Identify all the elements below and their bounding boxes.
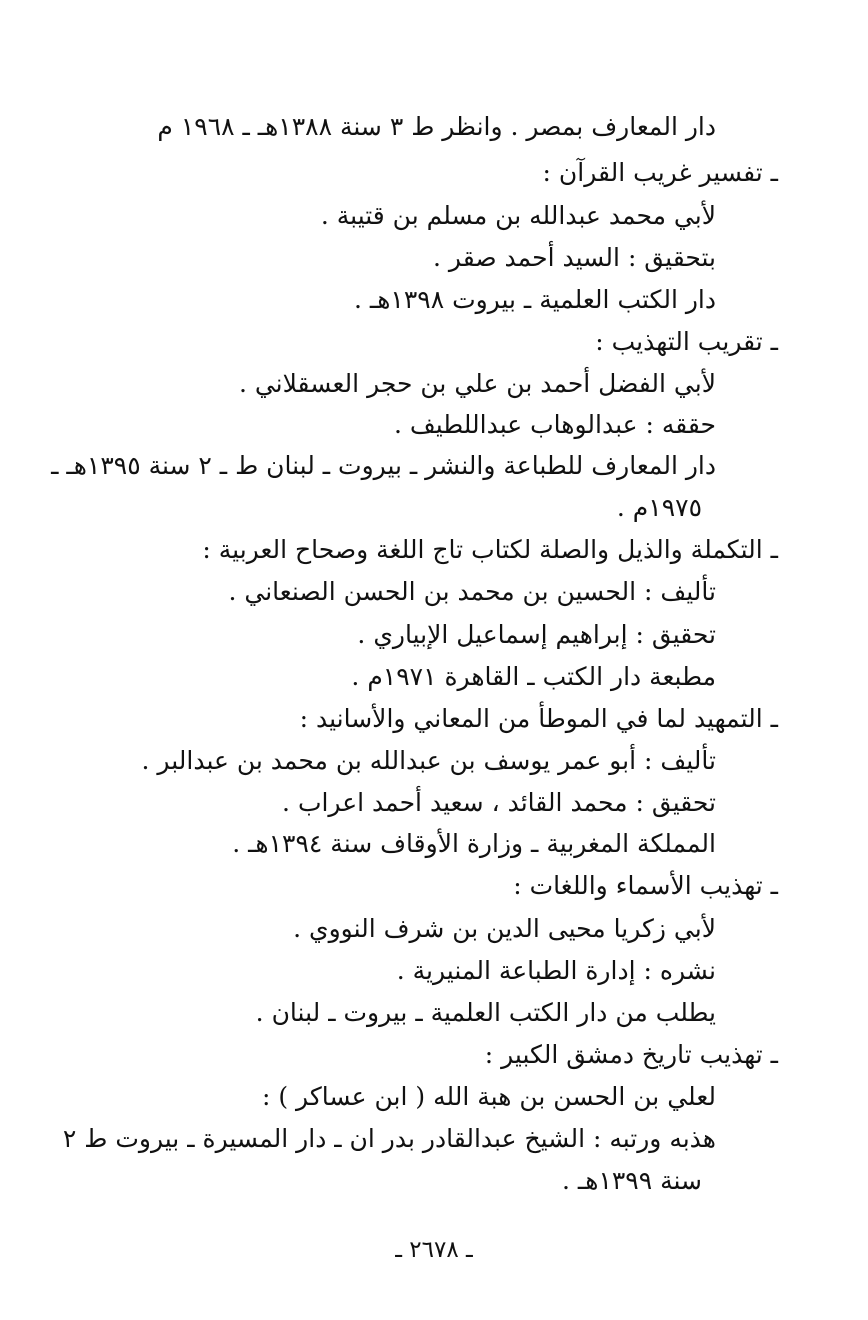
text-line: دار الكتب العلمية ـ بيروت ١٣٩٨هـ . bbox=[354, 285, 716, 314]
text-line: تأليف : أبو عمر يوسف بن عبدالله بن محمد بن عبدالبر . bbox=[141, 746, 716, 775]
text-line: بتحقيق : السيد أحمد صقر . bbox=[433, 243, 716, 272]
text-line: سنة ١٣٩٩هـ . bbox=[562, 1166, 702, 1195]
entry-title: ـ تهذيب الأسماء واللغات : bbox=[513, 871, 778, 900]
text-line: دار المعارف بمصر . وانظر ط ٣ سنة ١٣٨٨هـ ـ ١٩٦٨ م bbox=[157, 112, 716, 141]
text-line: مطبعة دار الكتب ـ القاهرة ١٩٧١م . bbox=[351, 662, 716, 691]
entry-title: ـ تقريب التهذيب : bbox=[595, 327, 778, 356]
text-line: دار المعارف للطباعة والنشر ـ بيروت ـ لبنان ط ـ ٢ سنة ١٣٩٥هـ ـ bbox=[51, 451, 716, 480]
text-line: تحقيق : إبراهيم إسماعيل الإبياري . bbox=[357, 620, 716, 649]
entry-title: ـ التكملة والذيل والصلة لكتاب تاج اللغة وصحاح العربية : bbox=[202, 535, 778, 564]
text-line: تحقيق : محمد القائد ، سعيد أحمد اعراب . bbox=[282, 788, 716, 817]
text-line: هذبه ورتبه : الشيخ عبدالقادر بدر ان ـ دار المسيرة ـ بيروت ط ٢ bbox=[62, 1124, 716, 1153]
text-line: ١٩٧٥م . bbox=[616, 493, 702, 522]
text-line: يطلب من دار الكتب العلمية ـ بيروت ـ لبنان . bbox=[255, 998, 716, 1027]
entry-title: ـ تفسير غريب القرآن : bbox=[542, 158, 778, 187]
page-number: ـ ٢٦٧٨ ـ bbox=[395, 1237, 473, 1263]
entry-title: ـ التمهيد لما في الموطأ من المعاني والأسانيد : bbox=[299, 704, 778, 733]
text-line: تأليف : الحسين بن محمد بن الحسن الصنعاني . bbox=[228, 577, 716, 606]
text-line: لأبي الفضل أحمد بن علي بن حجر العسقلاني . bbox=[238, 369, 716, 398]
text-line: لأبي محمد عبدالله بن مسلم بن قتيبة . bbox=[320, 201, 716, 230]
text-line: نشره : إدارة الطباعة المنيرية . bbox=[396, 956, 716, 985]
entry-title: ـ تهذيب تاريخ دمشق الكبير : bbox=[484, 1040, 778, 1069]
text-line: حققه : عبدالوهاب عبداللطيف . bbox=[393, 410, 716, 439]
text-line: المملكة المغربية ـ وزارة الأوقاف سنة ١٣٩٤هـ . bbox=[232, 829, 716, 858]
text-line: لعلي بن الحسن بن هبة الله ( ابن عساكر ) : bbox=[261, 1082, 716, 1111]
text-line: لأبي زكريا محيى الدين بن شرف النووي . bbox=[293, 914, 716, 943]
